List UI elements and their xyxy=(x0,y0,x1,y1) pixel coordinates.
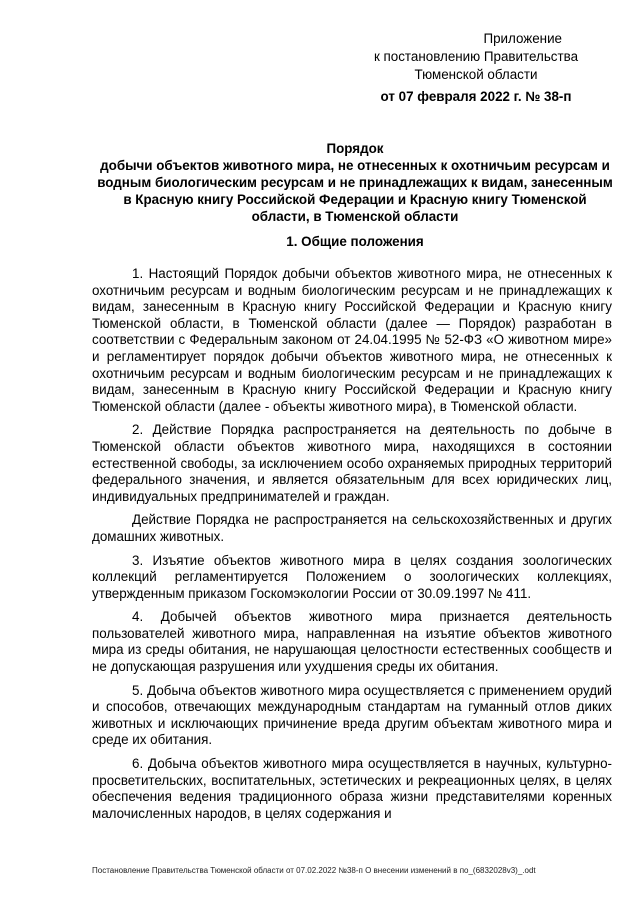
section-heading: 1. Общие положения xyxy=(286,234,424,249)
paragraph-4: 4. Добычей объектов животного мира признается деятельность пользователей животного мира, направленная на изъятие объектов животного мира из среды обитания, не нарушающая целостности естественных сообществ и не допускающая разрушения или ухудшения среды их обитания. xyxy=(92,609,612,675)
document-body xyxy=(92,266,612,829)
title-heading: Порядок xyxy=(326,141,384,156)
paragraph-2: 2. Действие Порядка распространяется на деятельность по добыче в Тюменской области объектов животного мира, находящихся в состоянии естественной свободы, за исключением особо охраняемых природных территорий федерального значения, и является обязательным для всех юридических лиц, индивидуальных предпринимателей и граждан. xyxy=(92,422,612,504)
page-footer: Постановление Правительства Тюменской области от 07.02.2022 №38-п О внесении изменений в по_(6832028v3)_.odt xyxy=(92,866,536,875)
document-title xyxy=(95,140,615,225)
appendix-block xyxy=(346,30,606,106)
appendix-decree-ref: к постановлению Правительства xyxy=(373,49,579,64)
paragraph-2a: Действие Порядка не распространяется на сельскохозяйственных и других домашних животных. xyxy=(92,512,612,544)
paragraph-6: 6. Добыча объектов животного мира осуществляется в научных, культурно-просветительских, воспитательных, эстетических и рекреационных целях, в целях обеспечения ведения традиционного образа жизни представителями коренных малочисленных народов, в целях содержания и xyxy=(92,756,612,821)
paragraph-5: 5. Добыча объектов животного мира осуществляется с применением орудий и способов, отвечающих международным стандартам на гуманный отлов диких животных и исключающих причинение вреда другим объектам животного мира и среде их обитания. xyxy=(92,682,612,748)
appendix-region: Тюменской области xyxy=(414,67,538,82)
paragraph-3: 3. Изъятие объектов животного мира в целях создания зоологических коллекций регламентируется Положением о зоологических коллекциях, утвержденным приказом Госкомэкологии России от 30.09.1997 № 411. xyxy=(92,552,612,601)
paragraph-1: 1. Настоящий Порядок добычи объектов животного мира, не отнесенных к охотничьим ресурсам и водным биологическим ресурсам и не принадлежащих к видам, занесенным в Красную книгу Российской Федерации и Красную книгу Тюменской области, в Тюменской области (далее — Порядок) разработан в соответствии с Федеральным законом от 24.04.1995 № 52-ФЗ «О животном мире» и регламентирует порядок добычи объектов животного мира, не отнесенных к охотничьим ресурсам и водным биологическим ресурсам и не принадлежащих к видам, занесенным в Красную книгу Российской Федерации и Красную книгу Тюменской области (далее - объекты животного мира), в Тюменской области. xyxy=(92,266,612,414)
appendix-label: Приложение xyxy=(483,31,562,46)
title-text: добычи объектов животного мира, не отнесенных к охотничьим ресурсам и водным биологическим ресурсам и не принадлежащих к видам, занесенным в Красную книгу Российской Федерации и Красную книгу Тюменской области, в Тюменской области xyxy=(97,158,613,224)
appendix-date-number: от 07 февраля 2022 г. № 38-п xyxy=(380,89,572,104)
